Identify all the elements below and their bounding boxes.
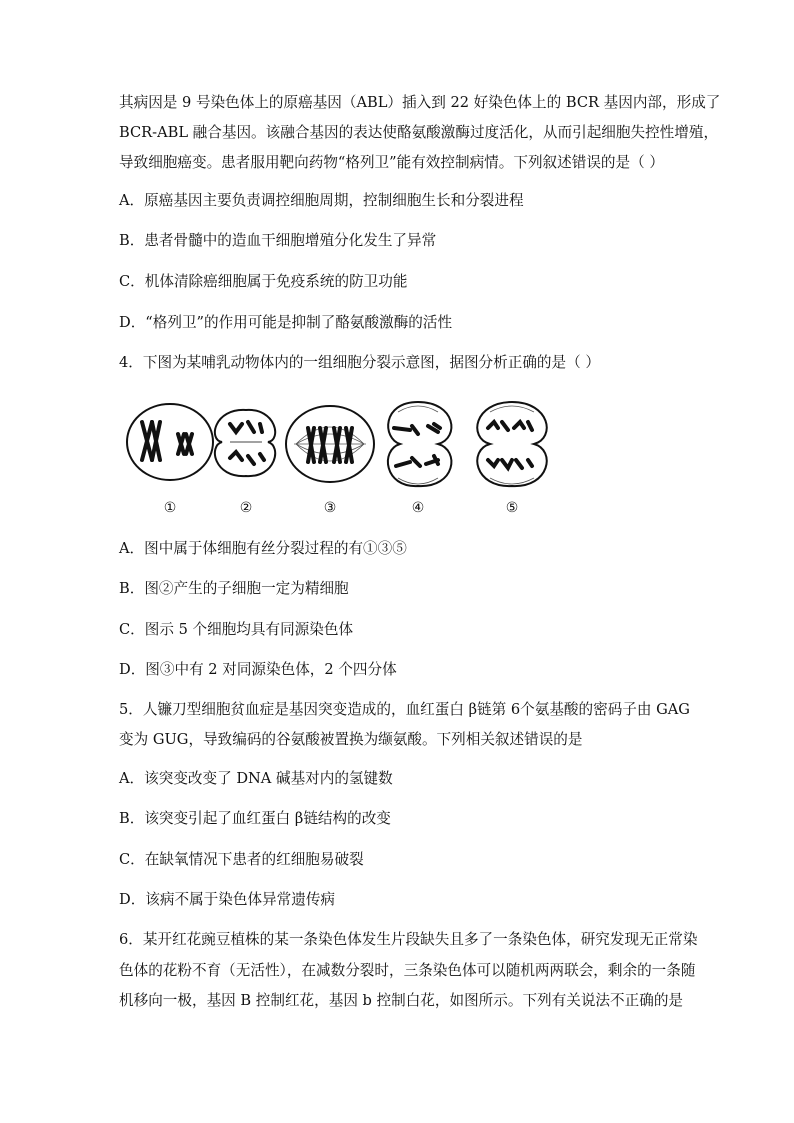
q4-option-a: A．图中属于体细胞有丝分裂过程的有①③⑤ [119,540,407,557]
cell-1-diagram [127,404,213,480]
q4-option-d: D．图③中有 2 对同源染色体，2 个四分体 [119,661,397,678]
q5-stem-line-2: 变为 GUG，导致编码的谷氨酸被置换为缬氨酸。下列相关叙述错误的是 [119,731,583,748]
figure-label-2: ② [239,500,253,516]
q3-option-b: B．患者骨髓中的造血干细胞增殖分化发生了异常 [119,232,437,249]
q3-stem-line-3: 导致细胞癌变。患者服用靶向药物“格列卫”能有效控制病情。下列叙述错误的是（ ） [119,154,664,171]
q3-stem-line-2: BCR-ABL 融合基因。该融合基因的表达使酪氨酸激酶过度活化，从而引起细胞失控性增殖， [119,124,719,141]
figure-label-1: ① [163,500,177,516]
q5-option-c: C．在缺氧情况下患者的红细胞易破裂 [119,851,364,868]
q3-option-a: A．原癌基因主要负责调控细胞周期，控制细胞生长和分裂进程 [119,192,524,209]
q6-stem-line-3: 机移向一极，基因 B 控制红花，基因 b 控制白花，如图所示。下列有关说法不正确的是 [119,992,684,1009]
q5-option-d: D．该病不属于染色体异常遗传病 [119,891,336,908]
figure-label-3: ③ [323,500,337,516]
q5-option-a: A．该突变改变了 DNA 碱基对内的氢键数 [119,770,393,787]
figure-label-5: ⑤ [505,500,519,516]
cell-3-diagram [286,406,374,482]
q5-option-b: B．该突变引起了血红蛋白 β链结构的改变 [119,810,391,827]
cell-division-figure [118,398,558,520]
cell-4-diagram [388,402,452,486]
q3-option-d: D．“格列卫”的作用可能是抑制了酪氨酸激酶的活性 [119,314,453,331]
q6-stem-line-1: 6．某开红花豌豆植株的某一条染色体发生片段缺失且多了一条染色体，研究发现无正常染 [119,931,698,948]
q4-stem: 4．下图为某哺乳动物体内的一组细胞分裂示意图，据图分析正确的是（ ） [119,354,600,371]
q6-stem-line-2: 色体的花粉不育（无活性），在减数分裂时，三条染色体可以随机两两联会，剩余的一条随 [119,962,696,979]
q4-option-c: C．图示 5 个细胞均具有同源染色体 [119,621,354,638]
q3-option-c: C．机体清除癌细胞属于免疫系统的防卫功能 [119,273,408,290]
figure-label-4: ④ [411,500,425,516]
cell-5-diagram [477,402,546,486]
q3-stem-line-1: 其病因是 9 号染色体上的原癌基因（ABL）插入到 22 好染色体上的 BCR 基因内部，形成了 [119,94,721,111]
q4-option-b: B．图②产生的子细胞一定为精细胞 [119,580,349,597]
cell-2-diagram [215,410,275,476]
q5-stem-line-1: 5．人镰刀型细胞贫血症是基因突变造成的，血红蛋白 β链第 6个氨基酸的密码子由 GAG [119,701,690,718]
